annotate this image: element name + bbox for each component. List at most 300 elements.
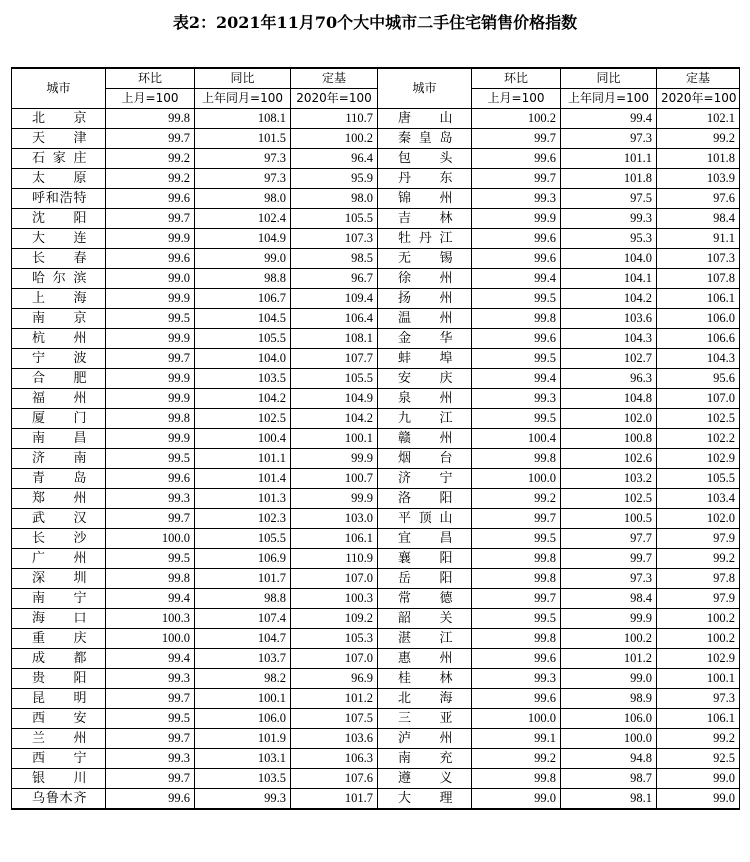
right-base-cell: 102.0 [657,509,740,529]
right-city-cell: 金 华 [378,329,472,349]
left-city-cell: 厦 门 [12,409,106,429]
right-base-cell: 92.5 [657,749,740,769]
left-yoy-cell: 104.0 [195,349,291,369]
left-yoy-cell: 97.3 [195,149,291,169]
left-base-cell: 100.2 [291,129,378,149]
left-city-cell: 海 口 [12,609,106,629]
left-base-cell: 103.6 [291,729,378,749]
left-base-cell: 109.4 [291,289,378,309]
left-yoy-cell: 99.3 [195,789,291,810]
right-mom-cell: 100.0 [472,469,561,489]
left-city-cell: 北 京 [12,109,106,129]
right-mom-cell: 99.1 [472,729,561,749]
left-mom-cell: 100.0 [106,529,195,549]
right-base-cell: 107.3 [657,249,740,269]
left-mom-cell: 100.0 [106,629,195,649]
left-yoy-cell: 108.1 [195,109,291,129]
left-city-cell: 昆 明 [12,689,106,709]
left-city-cell: 哈尔滨 [12,269,106,289]
right-yoy-cell: 101.1 [561,149,657,169]
left-yoy-cell: 103.7 [195,649,291,669]
header-row-main [12,68,740,89]
right-base-cell: 97.3 [657,689,740,709]
left-city-cell: 青 岛 [12,469,106,489]
left-yoy-cell: 104.9 [195,229,291,249]
header-base-sub-left: 2020年=100 [291,89,378,109]
left-mom-cell: 99.7 [106,509,195,529]
left-base-cell: 98.5 [291,249,378,269]
left-yoy-cell: 106.0 [195,709,291,729]
right-city-cell: 泸 州 [378,729,472,749]
left-base-cell: 103.0 [291,509,378,529]
right-mom-cell: 99.5 [472,289,561,309]
left-yoy-cell: 97.3 [195,169,291,189]
right-yoy-cell: 102.7 [561,349,657,369]
right-city-cell: 泉 州 [378,389,472,409]
left-mom-cell: 99.4 [106,649,195,669]
right-base-cell: 97.8 [657,569,740,589]
right-mom-cell: 99.3 [472,189,561,209]
left-mom-cell: 99.9 [106,289,195,309]
right-yoy-cell: 100.0 [561,729,657,749]
right-base-cell: 95.6 [657,369,740,389]
left-base-cell: 99.9 [291,449,378,469]
right-yoy-cell: 97.3 [561,569,657,589]
right-mom-cell: 99.5 [472,409,561,429]
right-mom-cell: 99.3 [472,389,561,409]
right-yoy-cell: 98.4 [561,589,657,609]
table-row [12,589,740,609]
table-row [12,669,740,689]
right-city-cell: 洛 阳 [378,489,472,509]
right-city-cell: 蚌 埠 [378,349,472,369]
right-city-cell: 桂 林 [378,669,472,689]
left-mom-cell: 99.5 [106,449,195,469]
left-yoy-cell: 101.4 [195,469,291,489]
right-base-cell: 102.9 [657,449,740,469]
right-city-cell: 徐 州 [378,269,472,289]
left-city-cell: 石家庄 [12,149,106,169]
left-base-cell: 100.3 [291,589,378,609]
left-base-cell: 107.0 [291,569,378,589]
right-yoy-cell: 99.3 [561,209,657,229]
left-city-cell: 南 宁 [12,589,106,609]
left-yoy-cell: 98.2 [195,669,291,689]
right-mom-cell: 99.7 [472,129,561,149]
right-yoy-cell: 99.9 [561,609,657,629]
right-base-cell: 91.1 [657,229,740,249]
header-yoy-right: 同比 [561,68,657,89]
table-row [12,149,740,169]
right-base-cell: 106.1 [657,709,740,729]
left-base-cell: 106.1 [291,529,378,549]
left-city-cell: 合 肥 [12,369,106,389]
left-base-cell: 107.6 [291,769,378,789]
right-city-cell: 湛 江 [378,629,472,649]
left-base-cell: 101.7 [291,789,378,810]
right-mom-cell: 100.2 [472,109,561,129]
left-yoy-cell: 105.5 [195,529,291,549]
right-yoy-cell: 97.3 [561,129,657,149]
left-mom-cell: 99.7 [106,689,195,709]
left-mom-cell: 99.2 [106,169,195,189]
left-city-cell: 西 宁 [12,749,106,769]
right-city-cell: 九 江 [378,409,472,429]
table-row [12,429,740,449]
right-base-cell: 104.3 [657,349,740,369]
table-row [12,309,740,329]
left-base-cell: 108.1 [291,329,378,349]
right-yoy-cell: 98.9 [561,689,657,709]
right-city-cell: 济 宁 [378,469,472,489]
left-yoy-cell: 101.5 [195,129,291,149]
left-city-cell: 长 沙 [12,529,106,549]
right-yoy-cell: 99.7 [561,549,657,569]
table-row [12,209,740,229]
right-yoy-cell: 102.6 [561,449,657,469]
right-yoy-cell: 100.2 [561,629,657,649]
right-base-cell: 106.6 [657,329,740,349]
left-city-cell: 兰 州 [12,729,106,749]
right-city-cell: 唐 山 [378,109,472,129]
left-city-cell: 成 都 [12,649,106,669]
right-base-cell: 97.9 [657,589,740,609]
left-mom-cell: 99.5 [106,709,195,729]
table-row [12,229,740,249]
left-mom-cell: 99.8 [106,109,195,129]
right-base-cell: 97.6 [657,189,740,209]
left-base-cell: 100.1 [291,429,378,449]
header-row-sub [12,89,740,109]
right-yoy-cell: 106.0 [561,709,657,729]
table-row [12,349,740,369]
right-city-cell: 襄 阳 [378,549,472,569]
left-base-cell: 95.9 [291,169,378,189]
left-base-cell: 107.5 [291,709,378,729]
table-row [12,269,740,289]
left-mom-cell: 99.3 [106,669,195,689]
left-mom-cell: 99.7 [106,729,195,749]
right-yoy-cell: 104.0 [561,249,657,269]
right-city-cell: 包 头 [378,149,472,169]
right-yoy-cell: 99.4 [561,109,657,129]
left-yoy-cell: 102.4 [195,209,291,229]
right-mom-cell: 99.5 [472,609,561,629]
left-mom-cell: 99.7 [106,349,195,369]
header-yoy-sub-left: 上年同月=100 [195,89,291,109]
table-row [12,129,740,149]
table-row [12,569,740,589]
right-mom-cell: 99.6 [472,649,561,669]
right-yoy-cell: 95.3 [561,229,657,249]
right-city-cell: 遵 义 [378,769,472,789]
right-mom-cell: 99.5 [472,529,561,549]
right-base-cell: 100.2 [657,609,740,629]
left-mom-cell: 99.7 [106,769,195,789]
table-body [12,109,740,810]
table-row [12,529,740,549]
right-yoy-cell: 104.1 [561,269,657,289]
left-mom-cell: 99.6 [106,789,195,810]
left-yoy-cell: 104.5 [195,309,291,329]
left-base-cell: 101.2 [291,689,378,709]
left-city-cell: 西 安 [12,709,106,729]
left-yoy-cell: 103.1 [195,749,291,769]
right-base-cell: 97.9 [657,529,740,549]
table-row [12,789,740,810]
table-row [12,289,740,309]
left-yoy-cell: 100.1 [195,689,291,709]
table-row [12,769,740,789]
left-base-cell: 104.2 [291,409,378,429]
header-yoy-left: 同比 [195,68,291,89]
right-mom-cell: 99.7 [472,509,561,529]
left-city-cell: 沈 阳 [12,209,106,229]
left-base-cell: 98.0 [291,189,378,209]
table-row [12,449,740,469]
left-yoy-cell: 105.5 [195,329,291,349]
right-mom-cell: 99.6 [472,229,561,249]
right-mom-cell: 99.2 [472,489,561,509]
left-base-cell: 100.7 [291,469,378,489]
left-city-cell: 乌鲁木齐 [12,789,106,810]
right-yoy-cell: 102.0 [561,409,657,429]
right-mom-cell: 99.8 [472,449,561,469]
left-base-cell: 106.4 [291,309,378,329]
right-city-cell: 大 理 [378,789,472,810]
right-city-cell: 丹 东 [378,169,472,189]
table-row [12,189,740,209]
right-base-cell: 107.8 [657,269,740,289]
left-yoy-cell: 102.5 [195,409,291,429]
right-base-cell: 106.1 [657,289,740,309]
left-city-cell: 上 海 [12,289,106,309]
left-base-cell: 106.3 [291,749,378,769]
right-yoy-cell: 104.2 [561,289,657,309]
left-mom-cell: 99.9 [106,329,195,349]
left-yoy-cell: 101.7 [195,569,291,589]
left-city-cell: 呼和浩特 [12,189,106,209]
left-base-cell: 96.9 [291,669,378,689]
right-yoy-cell: 100.5 [561,509,657,529]
right-base-cell: 102.1 [657,109,740,129]
left-mom-cell: 99.6 [106,249,195,269]
table-row [12,509,740,529]
right-base-cell: 102.2 [657,429,740,449]
right-mom-cell: 99.3 [472,669,561,689]
right-mom-cell: 99.8 [472,549,561,569]
left-yoy-cell: 106.7 [195,289,291,309]
right-mom-cell: 99.6 [472,149,561,169]
table-row [12,169,740,189]
left-yoy-cell: 107.4 [195,609,291,629]
left-city-cell: 天 津 [12,129,106,149]
right-mom-cell: 99.2 [472,749,561,769]
left-base-cell: 96.4 [291,149,378,169]
left-city-cell: 济 南 [12,449,106,469]
right-city-cell: 安 庆 [378,369,472,389]
right-mom-cell: 99.8 [472,769,561,789]
right-base-cell: 100.2 [657,629,740,649]
header-mom-left: 环比 [106,68,195,89]
left-yoy-cell: 101.1 [195,449,291,469]
header-mom-sub-right: 上月=100 [472,89,561,109]
left-base-cell: 110.9 [291,549,378,569]
right-city-cell: 扬 州 [378,289,472,309]
right-mom-cell: 99.9 [472,209,561,229]
left-mom-cell: 99.0 [106,269,195,289]
table-row [12,369,740,389]
right-yoy-cell: 104.8 [561,389,657,409]
right-city-cell: 南 充 [378,749,472,769]
left-city-cell: 重 庆 [12,629,106,649]
left-city-cell: 长 春 [12,249,106,269]
table-row [12,109,740,129]
right-base-cell: 101.8 [657,149,740,169]
left-mom-cell: 99.9 [106,229,195,249]
right-city-cell: 三 亚 [378,709,472,729]
table-row [12,489,740,509]
left-mom-cell: 99.4 [106,589,195,609]
left-mom-cell: 99.6 [106,469,195,489]
left-yoy-cell: 106.9 [195,549,291,569]
left-city-cell: 太 原 [12,169,106,189]
right-mom-cell: 99.5 [472,349,561,369]
header-city-left: 城市 [12,68,106,109]
right-city-cell: 温 州 [378,309,472,329]
left-base-cell: 105.3 [291,629,378,649]
right-mom-cell: 99.6 [472,329,561,349]
right-base-cell: 103.9 [657,169,740,189]
left-mom-cell: 100.3 [106,609,195,629]
header-base-left: 定基 [291,68,378,89]
right-yoy-cell: 98.7 [561,769,657,789]
left-yoy-cell: 104.2 [195,389,291,409]
table-row [12,689,740,709]
header-mom-right: 环比 [472,68,561,89]
left-yoy-cell: 102.3 [195,509,291,529]
right-yoy-cell: 101.8 [561,169,657,189]
left-yoy-cell: 98.0 [195,189,291,209]
right-city-cell: 赣 州 [378,429,472,449]
left-mom-cell: 99.7 [106,129,195,149]
right-yoy-cell: 102.5 [561,489,657,509]
right-base-cell: 102.5 [657,409,740,429]
left-mom-cell: 99.6 [106,189,195,209]
right-base-cell: 102.9 [657,649,740,669]
right-yoy-cell: 96.3 [561,369,657,389]
right-base-cell: 99.2 [657,729,740,749]
left-mom-cell: 99.3 [106,489,195,509]
header-base-right: 定基 [657,68,740,89]
right-city-cell: 北 海 [378,689,472,709]
table-row [12,549,740,569]
left-city-cell: 郑 州 [12,489,106,509]
header-city-right: 城市 [378,68,472,109]
left-base-cell: 109.2 [291,609,378,629]
right-mom-cell: 99.8 [472,309,561,329]
table-row [12,609,740,629]
left-city-cell: 银 川 [12,769,106,789]
left-mom-cell: 99.9 [106,429,195,449]
left-base-cell: 107.0 [291,649,378,669]
right-mom-cell: 99.7 [472,169,561,189]
table-row [12,389,740,409]
right-yoy-cell: 99.0 [561,669,657,689]
left-mom-cell: 99.9 [106,369,195,389]
right-mom-cell: 99.8 [472,569,561,589]
left-city-cell: 杭 州 [12,329,106,349]
right-base-cell: 99.2 [657,129,740,149]
right-base-cell: 107.0 [657,389,740,409]
right-mom-cell: 99.6 [472,249,561,269]
left-base-cell: 110.7 [291,109,378,129]
right-city-cell: 锦 州 [378,189,472,209]
right-yoy-cell: 97.5 [561,189,657,209]
right-mom-cell: 99.4 [472,369,561,389]
left-yoy-cell: 103.5 [195,769,291,789]
left-yoy-cell: 99.0 [195,249,291,269]
right-base-cell: 106.0 [657,309,740,329]
left-yoy-cell: 100.4 [195,429,291,449]
right-city-cell: 常 德 [378,589,472,609]
left-base-cell: 99.9 [291,489,378,509]
right-base-cell: 105.5 [657,469,740,489]
right-city-cell: 吉 林 [378,209,472,229]
table-title: 表2：2021年11月70个大中城市二手住宅销售价格指数 [172,13,578,32]
right-mom-cell: 100.4 [472,429,561,449]
left-base-cell: 107.3 [291,229,378,249]
right-yoy-cell: 97.7 [561,529,657,549]
right-city-cell: 平顶山 [378,509,472,529]
table-row [12,749,740,769]
right-mom-cell: 99.6 [472,689,561,709]
left-base-cell: 104.9 [291,389,378,409]
right-city-cell: 岳 阳 [378,569,472,589]
right-base-cell: 99.0 [657,769,740,789]
right-mom-cell: 99.7 [472,589,561,609]
right-yoy-cell: 98.1 [561,789,657,810]
table-row [12,649,740,669]
right-mom-cell: 100.0 [472,709,561,729]
left-mom-cell: 99.8 [106,409,195,429]
right-base-cell: 103.4 [657,489,740,509]
table-row [12,729,740,749]
right-base-cell: 98.4 [657,209,740,229]
left-mom-cell: 99.3 [106,749,195,769]
header-yoy-sub-right: 上年同月=100 [561,89,657,109]
right-city-cell: 烟 台 [378,449,472,469]
left-base-cell: 105.5 [291,369,378,389]
left-city-cell: 宁 波 [12,349,106,369]
right-yoy-cell: 94.8 [561,749,657,769]
right-mom-cell: 99.4 [472,269,561,289]
left-city-cell: 大 连 [12,229,106,249]
left-mom-cell: 99.7 [106,209,195,229]
left-yoy-cell: 101.9 [195,729,291,749]
table-row [12,469,740,489]
right-city-cell: 秦皇岛 [378,129,472,149]
header-base-sub-right: 2020年=100 [657,89,740,109]
table-row [12,709,740,729]
left-yoy-cell: 101.3 [195,489,291,509]
header-mom-sub-left: 上月=100 [106,89,195,109]
left-yoy-cell: 98.8 [195,589,291,609]
left-mom-cell: 99.5 [106,549,195,569]
left-base-cell: 107.7 [291,349,378,369]
left-city-cell: 南 昌 [12,429,106,449]
table-row [12,249,740,269]
